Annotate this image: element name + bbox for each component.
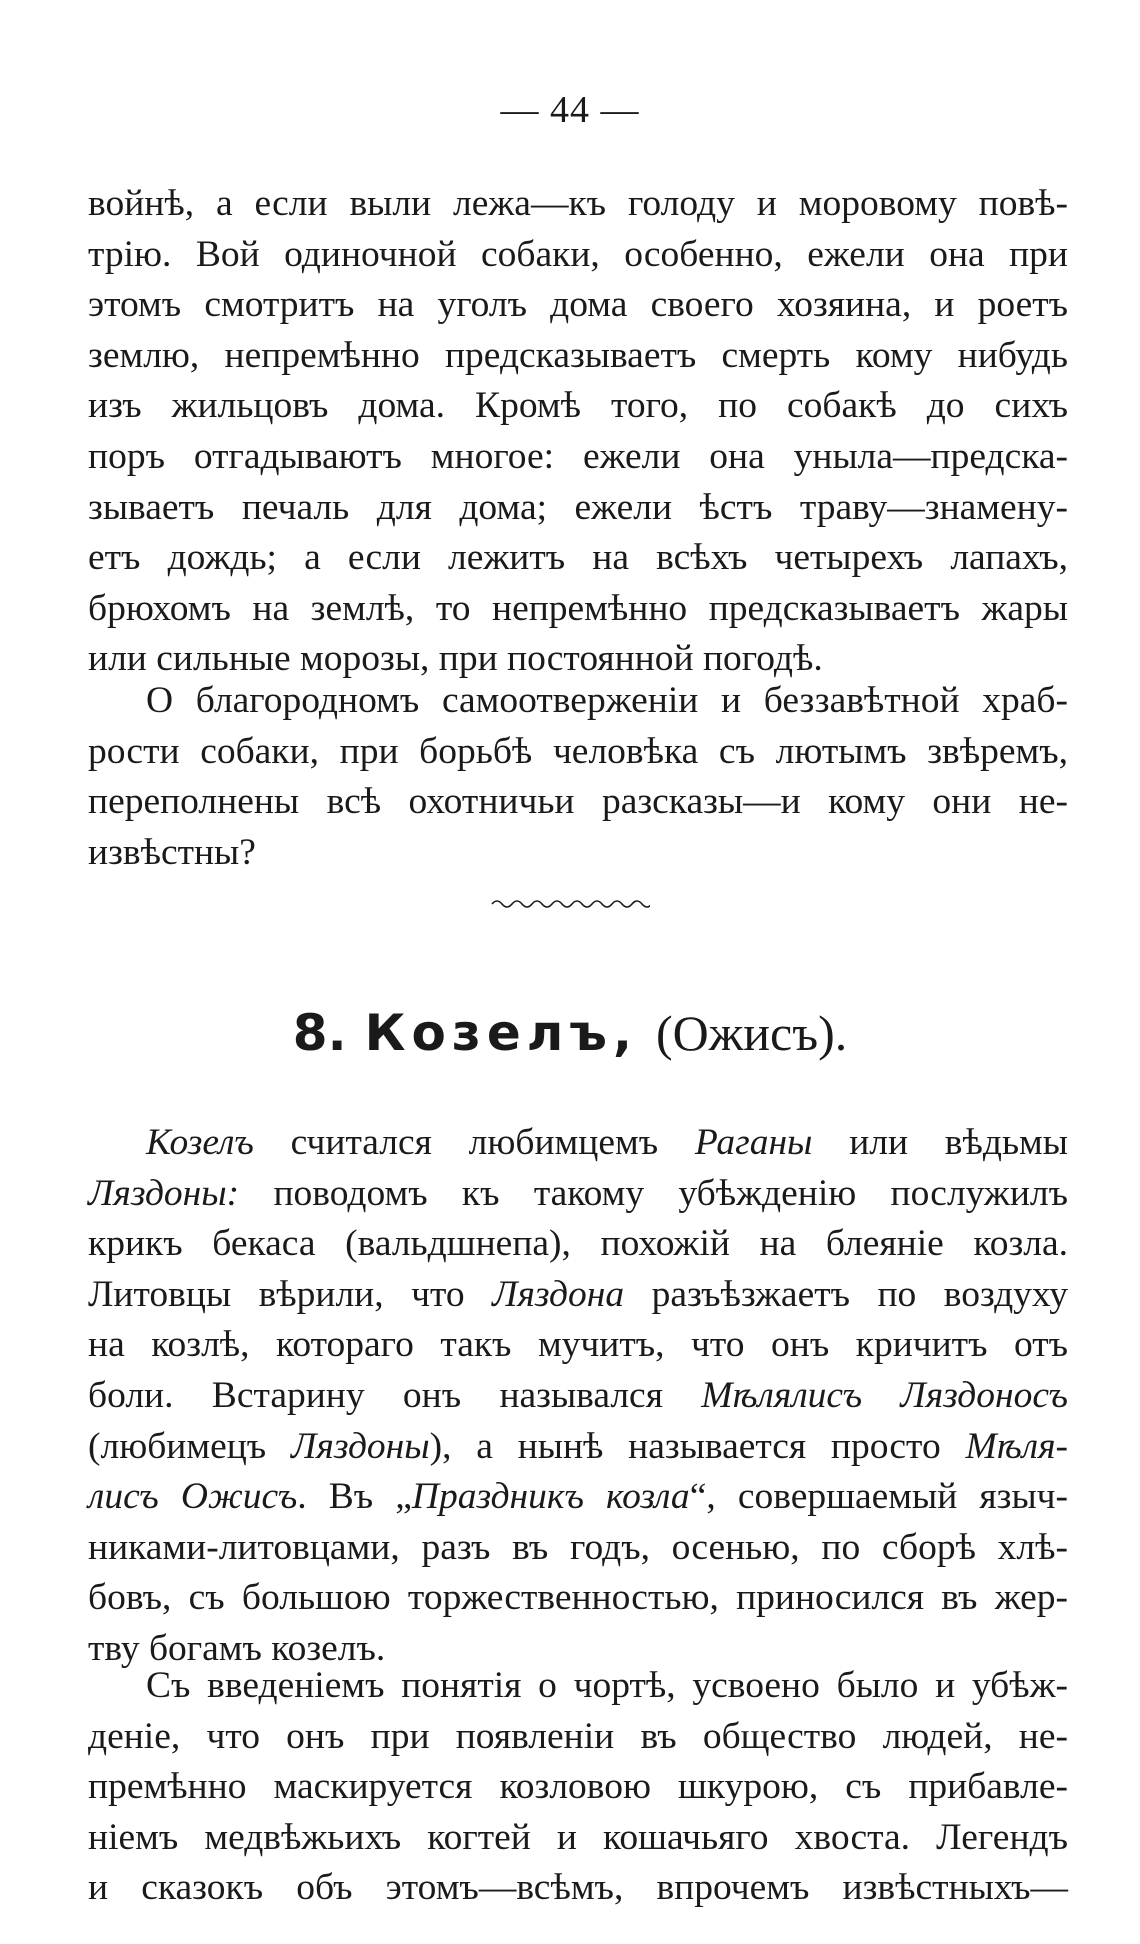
text-line: премѣнно маскируется козловою шкурою, съ прибавле- (88, 1766, 1068, 1808)
text-line: Козелъ считался любимцемъ Раганы или вѣдьмы (146, 1122, 1068, 1163)
section-title: Козелъ, (364, 1004, 638, 1062)
italic-term: Козелъ (146, 1122, 254, 1163)
text-line: боли. Встарину онъ назывался Мѣлялисъ Ляздоносъ (88, 1374, 1068, 1416)
italic-term: Праздникъ козла (411, 1476, 690, 1518)
text-line: зываетъ печаль для дома; ежели ѣстъ траву—знамену- (88, 486, 1068, 528)
text-line: изъ жильцовъ дома. Кромѣ того, по собакѣ до сихъ (88, 385, 1068, 427)
text-line: войнѣ, а если выли лежа—къ голоду и моровому повѣ- (88, 183, 1068, 224)
section-alt-title: (Ожисъ). (655, 1005, 848, 1061)
text-line: О благородномъ самоотверженіи и беззавѣтной храб- (146, 680, 1068, 721)
continuation-paragraph (88, 179, 1068, 685)
devil-goat-paragraph (88, 1661, 1068, 1914)
dog-courage-paragraph (88, 676, 1068, 878)
italic-term: Ляздоны: (88, 1172, 240, 1214)
text-line: брюхомъ на землѣ, то непремѣнно предсказываетъ жары (88, 587, 1068, 629)
text-line: этомъ смотритъ на уголъ дома своего хозяина, и роетъ (88, 284, 1068, 326)
section-heading (0, 1004, 1140, 1062)
text-line: поръ отгадываютъ многое: ежели она уныла—предска- (88, 435, 1068, 477)
italic-term: лисъ Ожисъ (88, 1476, 298, 1518)
text-line: Литовцы вѣрили, что Ляздона разъѣзжаетъ по воздуху (88, 1273, 1068, 1315)
italic-term: Ляздона (492, 1273, 625, 1315)
text-line: землю, непремѣнно предсказываетъ смерть кому нибудь (88, 334, 1068, 376)
text-line: Ляздоны: поводомъ къ такому убѣжденію послужилъ (88, 1172, 1068, 1214)
text-line: етъ дождь; а если лежитъ на всѣхъ четырехъ лапахъ, (88, 537, 1068, 579)
wavy-divider-icon (490, 896, 650, 912)
text-line: на козлѣ, котораго такъ мучитъ, что онъ кричитъ отъ (88, 1324, 1068, 1366)
text-line: бовъ, съ большою торжественностью, приносился въ жер- (88, 1577, 1068, 1619)
text-line: рости собаки, при борьбѣ человѣка съ лютымъ звѣремъ, (88, 730, 1068, 772)
section-number: 8. (292, 1004, 347, 1062)
italic-term: Ляздоны (290, 1425, 430, 1467)
text-line: деніе, что онъ при появленіи въ общество людей, не- (88, 1715, 1068, 1757)
text-line: переполнены всѣ охотничьи разсказы—и кому они не- (88, 781, 1068, 823)
text-line: крикъ бекаса (вальдшнепа), похожій на блеяніе козла. (88, 1223, 1068, 1265)
text-line: тву богамъ козелъ. (88, 1627, 386, 1669)
text-line: ніемъ медвѣжьихъ когтей и кошачьяго хвоста. Легендъ (88, 1816, 1068, 1858)
italic-term: Мѣлялисъ Ляздоносъ (701, 1374, 1068, 1416)
text-line: извѣстны? (88, 831, 256, 873)
text-line: Съ введеніемъ понятія о чортѣ, усвоено было и убѣж- (146, 1665, 1068, 1706)
text-line: трію. Вой одиночной собаки, особенно, ежели она при (88, 233, 1068, 275)
italic-term: Раганы (694, 1122, 813, 1163)
text-line: лисъ Ожисъ. Въ „Праздникъ козла“, совершаемый языч- (88, 1476, 1069, 1518)
text-line: никами-литовцами, разъ въ годъ, осенью, по сборѣ хлѣ- (88, 1526, 1068, 1568)
italic-term: Мѣля- (965, 1425, 1069, 1467)
page-number: — 44 — (500, 89, 640, 131)
text-line: (любимецъ Ляздоны), а нынѣ называется просто Мѣля- (88, 1425, 1069, 1467)
text-line: и сказокъ объ этомъ—всѣмъ, впрочемъ извѣстныхъ— (88, 1867, 1068, 1909)
goat-paragraph (88, 1118, 1068, 1675)
text-line: или сильные морозы, при постоянной погодѣ. (88, 638, 823, 680)
